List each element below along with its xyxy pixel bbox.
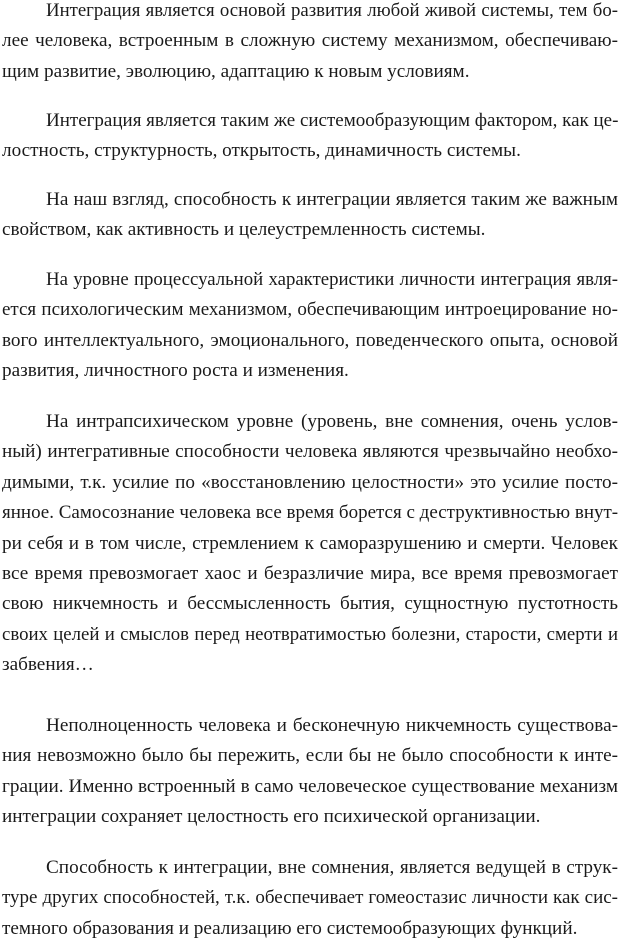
paragraph [2,407,618,681]
text-line: забвения… [2,654,94,676]
text-line: ется психологическим механизмом, обеспечивающим интроецирование но- [2,299,618,321]
text-line: Интеграция является таким же системообразующим фактором, как це- [46,110,619,131]
text-line: темного образования и реализацию его системообразующих функций. [2,917,578,939]
text-line: туре других способностей, т.к. обеспечивает гомеостазис личности как сис- [2,887,618,909]
text-line: На интрапсихическом уровне (уровень, вне сомнения, очень услов- [46,411,618,432]
text-line: димыми, т.к. усилие по «восстановлению целостности» это усилие посто- [2,471,618,493]
text-line: интеграции сохраняет целостность его психической организации. [2,806,541,828]
paragraph [2,711,618,833]
text-line: грации. Именно встроенный в само человеческое существование механизм [2,775,618,797]
paragraph [2,853,618,944]
paragraph [2,265,618,387]
text-line: ри себя и в том числе, стремлением к саморазрушению и смерти. Человек [2,532,618,554]
text-line: ния невозможно было бы пережить, если бы не было способности к инте- [2,745,618,767]
text-line: Интеграция является основой развития любой живой системы, тем бо- [46,0,618,21]
text-line: свойством, как активность и целеустремленность системы. [2,219,486,241]
text-line: Способность к интеграции, вне сомнения, является ведущей в струк- [46,857,618,878]
text-line: развития, личностного роста и изменения. [2,360,349,382]
text-line: своих целей и смыслов перед неотвратимостью болезни, старости, смерти и [2,623,618,645]
text-line: вого интеллектуального, эмоционального, поведенческого опыта, основой [2,329,618,351]
paragraph [2,0,618,87]
text-line: На наш взгляд, способность к интеграции является таким же важным [46,189,618,210]
text-line: На уровне процессуальной характеристики личности интеграция явля- [46,269,618,290]
text-line: янное. Самосознание человека все время борется с деструктивностью внут- [2,502,619,524]
paragraph [2,106,618,167]
text-line: все время превозмогает хаос и безразличие мира, все время превозмогает [2,563,618,585]
text-line: ный) интегративные способности человека являются чрезвычайно необхо- [2,441,618,463]
text-line: Неполноценность человека и бесконечную никчемность существова- [46,715,618,736]
paragraph [2,185,618,246]
text-line: щим развитие, эволюцию, адаптацию к новым условиям. [2,60,470,82]
text-line: лее человека, встроенным в сложную систему механизмом, обеспечиваю- [2,30,618,52]
text-line: свою никчемность и бессмысленность бытия, сущностную пустотность [2,593,618,615]
text-line: лостность, структурность, открытость, динамичность системы. [2,140,521,162]
